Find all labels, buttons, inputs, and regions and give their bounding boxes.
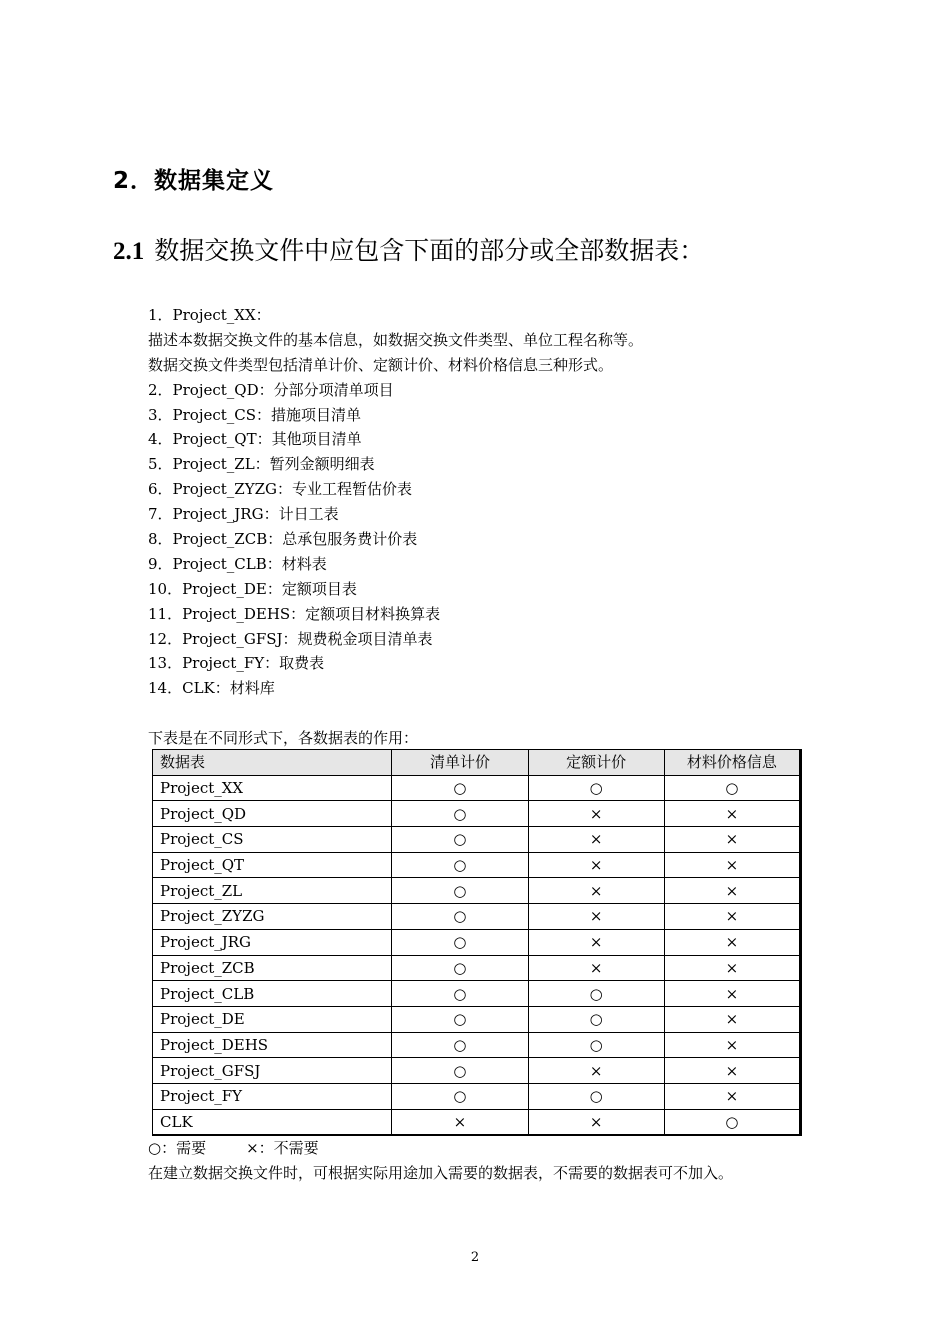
table-row: [153, 1006, 801, 1032]
table-name-cell: Project_QT: [153, 852, 392, 878]
table-mark-cell: ×: [664, 981, 800, 1007]
list-line: 7．Project_JRG：计日工表: [148, 505, 339, 524]
table-mark-cell: ×: [664, 827, 800, 853]
table-name-cell: Project_JRG: [153, 929, 392, 955]
table-mark-cell: ○: [392, 1058, 528, 1084]
table-header-row: [153, 750, 801, 776]
list-line: 8．Project_ZCB：总承包服务费计价表: [148, 530, 418, 549]
table-row: [153, 981, 801, 1007]
section-heading: 2．数据集定义: [113, 168, 275, 194]
dataset-list: [148, 303, 848, 701]
table-mark-cell: ○: [392, 904, 528, 930]
list-line: 描述本数据交换文件的基本信息，如数据交换文件类型、单位工程名称等。: [148, 330, 644, 349]
table-mark-cell: ×: [528, 1058, 664, 1084]
table-caption: 下表是在不同形式下，各数据表的作用：: [148, 729, 419, 747]
list-line: 12．Project_GFSJ：规费税金项目清单表: [148, 629, 433, 648]
table-mark-cell: ○: [392, 1006, 528, 1032]
table-name-cell: Project_ZL: [153, 878, 392, 904]
table-mark-cell: ×: [664, 852, 800, 878]
table-legend: [148, 1137, 319, 1159]
list-line: 13．Project_FY：取费表: [148, 654, 325, 673]
list-line: 9．Project_CLB：材料表: [148, 554, 327, 573]
table-mark-cell: ×: [664, 955, 800, 981]
table-mark-cell: ×: [528, 827, 664, 853]
table-name-cell: Project_GFSJ: [153, 1058, 392, 1084]
list-line: 3．Project_CS：措施项目清单: [148, 405, 362, 424]
list-line: 2．Project_QD：分部分项清单项目: [148, 380, 394, 399]
table-mark-cell: ×: [664, 929, 800, 955]
usage-note: 在建立数据交换文件时，可根据实际用途加入需要的数据表，不需要的数据表可不加入。: [148, 1164, 734, 1182]
list-line: 4．Project_QT：其他项目清单: [148, 430, 362, 449]
table-mark-cell: ○: [392, 852, 528, 878]
table-mark-cell: ○: [664, 775, 800, 801]
list-line: 5．Project_ZL：暂列金额明细表: [148, 455, 375, 474]
table-name-cell: Project_DE: [153, 1006, 392, 1032]
table-mark-cell: ×: [528, 852, 664, 878]
table-mark-cell: ○: [664, 1109, 800, 1135]
table-mark-cell: ○: [392, 981, 528, 1007]
table-name-cell: Project_DEHS: [153, 1032, 392, 1058]
table-name-cell: Project_ZCB: [153, 955, 392, 981]
subsection-title: 数据交换文件中应包含下面的部分或全部数据表：: [154, 236, 705, 265]
table-mark-cell: ○: [392, 775, 528, 801]
table-mark-cell: ×: [528, 1109, 664, 1135]
table-row: [153, 775, 801, 801]
subsection-heading: [113, 231, 704, 267]
table-mark-cell: ×: [528, 801, 664, 827]
table-mark-cell: ○: [392, 1083, 528, 1109]
page-number: 2: [470, 1250, 480, 1265]
table-header-cell: 数据表: [153, 750, 392, 776]
table-mark-cell: ×: [528, 929, 664, 955]
list-line: 14．CLK：材料库: [148, 679, 275, 698]
table-header-cell: 定额计价: [528, 750, 664, 776]
table-mark-cell: ×: [528, 904, 664, 930]
list-line: 数据交换文件类型包括清单计价、定额计价、材料价格信息三种形式。: [148, 355, 614, 374]
table-row: [153, 929, 801, 955]
table-mark-cell: ○: [392, 801, 528, 827]
table-mark-cell: ×: [392, 1109, 528, 1135]
table-row: [153, 852, 801, 878]
table-mark-cell: ○: [392, 827, 528, 853]
table-name-cell: Project_XX: [153, 775, 392, 801]
table-row: [153, 827, 801, 853]
table-mark-cell: ○: [392, 955, 528, 981]
table-row: [153, 904, 801, 930]
table-name-cell: Project_QD: [153, 801, 392, 827]
table-mark-cell: ○: [392, 1032, 528, 1058]
table-header-cell: 清单计价: [392, 750, 528, 776]
table-name-cell: Project_CS: [153, 827, 392, 853]
table-row: [153, 955, 801, 981]
list-line: 11．Project_DEHS：定额项目材料换算表: [148, 604, 441, 623]
table-mark-cell: ○: [528, 1083, 664, 1109]
table-mark-cell: ○: [528, 981, 664, 1007]
table-mark-cell: ×: [528, 878, 664, 904]
table-mark-cell: ×: [664, 1006, 800, 1032]
dataset-usage-table: [152, 749, 802, 1136]
legend-required: ○：需要: [148, 1139, 207, 1157]
table-row: [153, 1083, 801, 1109]
table-mark-cell: ×: [664, 1032, 800, 1058]
table-mark-cell: ×: [528, 955, 664, 981]
table-mark-cell: ×: [664, 904, 800, 930]
table-mark-cell: ×: [664, 878, 800, 904]
table-mark-cell: ×: [664, 1058, 800, 1084]
table-mark-cell: ○: [392, 929, 528, 955]
table-row: [153, 1109, 801, 1135]
table-row: [153, 801, 801, 827]
table-name-cell: Project_ZYZG: [153, 904, 392, 930]
table-row: [153, 878, 801, 904]
list-line: 10．Project_DE：定额项目表: [148, 579, 357, 598]
table-row: [153, 1032, 801, 1058]
subsection-number: 2.1: [113, 238, 145, 265]
table-mark-cell: ×: [664, 1083, 800, 1109]
table-row: [153, 1058, 801, 1084]
table-mark-cell: ○: [392, 878, 528, 904]
table-mark-cell: ○: [528, 1032, 664, 1058]
table-mark-cell: ×: [664, 801, 800, 827]
list-line: 1．Project_XX：: [148, 306, 271, 324]
table-mark-cell: ○: [528, 775, 664, 801]
list-line: 6．Project_ZYZG：专业工程暂估价表: [148, 480, 413, 499]
table-header-cell: 材料价格信息: [664, 750, 800, 776]
table-name-cell: CLK: [153, 1109, 392, 1135]
table-name-cell: Project_CLB: [153, 981, 392, 1007]
table-name-cell: Project_FY: [153, 1083, 392, 1109]
legend-not-required: ×：不需要: [246, 1139, 319, 1157]
table-mark-cell: ○: [528, 1006, 664, 1032]
